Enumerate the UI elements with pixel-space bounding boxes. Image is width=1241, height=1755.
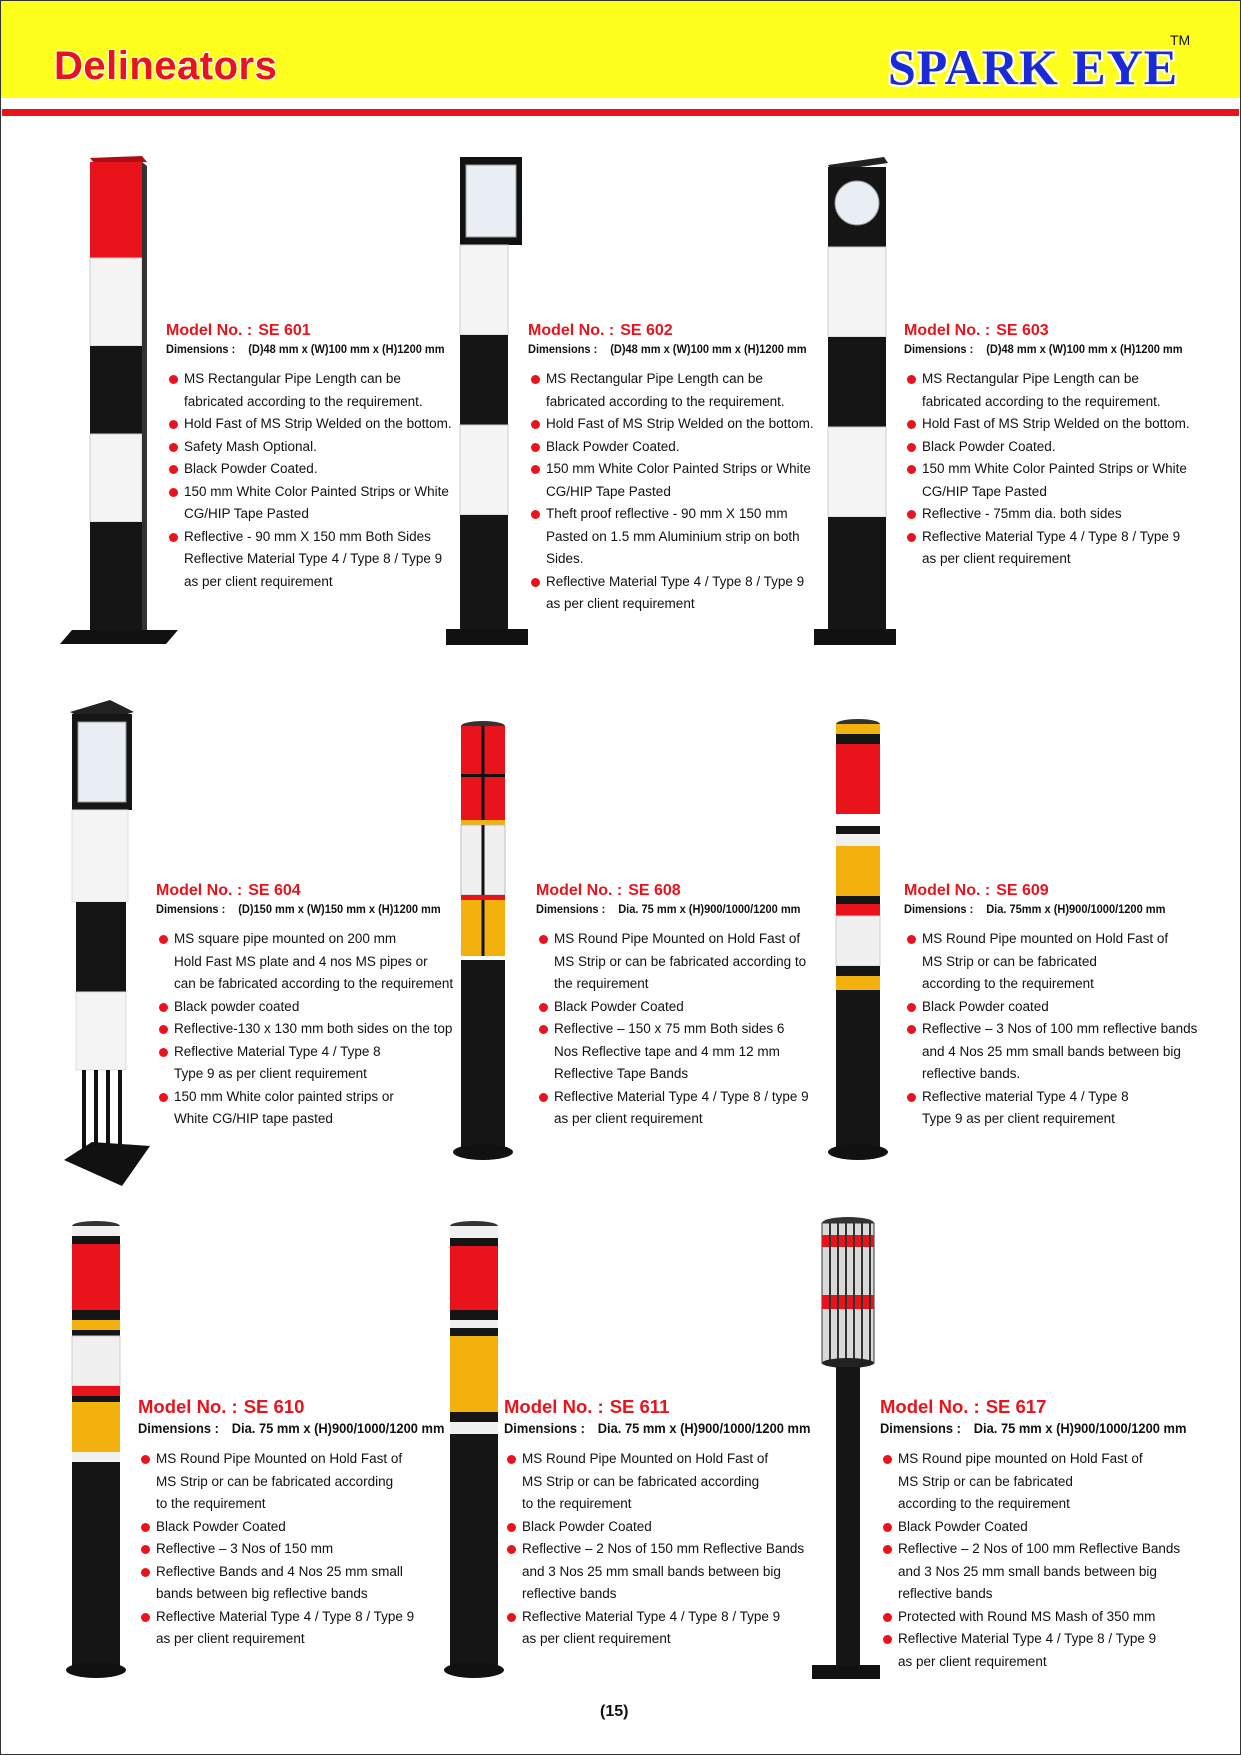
feature-line: Reflective - 75mm dia. both sides [922, 506, 1122, 521]
feature-item [904, 413, 1207, 436]
feature-item [880, 1628, 1213, 1673]
feature-line: according to the requirement [922, 976, 1094, 991]
feature-line: Black Powder coated [922, 998, 1049, 1014]
feature-line: MS square pipe mounted on 200 mm [174, 931, 397, 946]
feature-list [880, 1448, 1213, 1673]
feature-item [904, 1018, 1197, 1086]
dimensions-value: Dia. 75mm x (H)900/1000/1200 mm [986, 902, 1166, 916]
feature-item [904, 368, 1207, 413]
feature-line: Hold Fast of MS Strip Welded on the bottom. [184, 416, 452, 431]
feature-line: Reflective Material Type 4 / Type 8 / type 9 [554, 1088, 809, 1104]
dimensions-value: (D)48 mm x (W)100 mm x (H)1200 mm [986, 342, 1183, 356]
model-number [904, 882, 1197, 900]
feature-line: and 3 Nos 25 mm small bands between big [522, 1563, 781, 1579]
feature-item [536, 928, 823, 996]
feature-line: Type 9 as per client requirement [174, 1066, 367, 1081]
feature-item [166, 458, 469, 481]
feature-item [156, 1018, 465, 1041]
feature-line: MS Strip or can be fabricated according [156, 1473, 394, 1489]
feature-list [138, 1448, 471, 1651]
feature-line: MS Rectangular Pipe Length can be [184, 371, 401, 386]
dimensions [904, 342, 1183, 356]
feature-line: MS Round pipe mounted on Hold Fast of [898, 1451, 1143, 1466]
model-label: Model No. : [504, 1396, 604, 1417]
dimensions [166, 342, 445, 356]
feature-line: reflective bands [522, 1586, 617, 1601]
product-se608 [536, 882, 823, 1131]
model-value: SE 601 [258, 322, 311, 339]
model-number [138, 1396, 471, 1418]
page-number: (15) [600, 1703, 629, 1720]
feature-line: Hold Fast of MS Strip Welded on the bottom. [546, 416, 814, 431]
feature-line: according to the requirement [898, 1496, 1070, 1511]
dimensions [528, 342, 807, 356]
feature-item [156, 1041, 465, 1086]
feature-item [166, 481, 469, 526]
feature-item [904, 996, 1197, 1019]
feature-line: as per client requirement [156, 1631, 305, 1646]
feature-line: 150 mm White color painted strips or [174, 1088, 394, 1104]
feature-line: fabricated according to the requirement. [546, 393, 785, 409]
model-value: SE 617 [985, 1396, 1047, 1417]
feature-line: fabricated according to the requirement. [184, 393, 423, 409]
model-value: SE 603 [996, 322, 1049, 339]
feature-list [156, 928, 465, 1131]
dimensions-label: Dimensions : [156, 902, 226, 916]
feature-line: Reflective – 2 Nos of 100 mm Reflective Bands [898, 1541, 1181, 1556]
feature-line: the requirement [554, 976, 649, 991]
feature-line: fabricated according to the requirement. [922, 393, 1161, 409]
feature-list [504, 1448, 837, 1651]
model-label: Model No. : [528, 322, 615, 339]
product-se604 [156, 882, 465, 1131]
feature-item [504, 1516, 837, 1539]
model-value: SE 608 [628, 882, 681, 899]
product-se617 [880, 1396, 1213, 1673]
feature-item [166, 526, 469, 594]
feature-line: Reflective Material Type 4 / Type 8 / Type 9 [898, 1631, 1157, 1646]
feature-item [904, 526, 1207, 571]
feature-item [504, 1606, 837, 1651]
model-number [528, 322, 831, 340]
model-value: SE 610 [243, 1396, 305, 1417]
feature-line: MS Strip or can be fabricated according [522, 1473, 760, 1489]
model-value: SE 611 [609, 1396, 670, 1417]
feature-item [880, 1448, 1213, 1516]
feature-item [536, 1086, 823, 1131]
feature-list [536, 928, 823, 1131]
model-label: Model No. : [138, 1396, 238, 1417]
page-title: Delineators [54, 44, 278, 88]
feature-line: can be fabricated according to the requirement [174, 976, 454, 991]
feature-item [156, 928, 465, 996]
dimensions-label: Dimensions : [138, 1420, 219, 1436]
feature-line: Black Powder Coated. [184, 461, 318, 476]
feature-item [904, 458, 1207, 503]
feature-line: Reflective – 3 Nos of 150 mm [156, 1541, 334, 1556]
feature-item [904, 928, 1197, 996]
feature-line: 150 mm White Color Painted Strips or White [546, 461, 811, 476]
model-number [504, 1396, 837, 1418]
feature-line: Reflective Material Type 4 / Type 8 / Type 9 [156, 1608, 415, 1624]
model-label: Model No. : [166, 322, 253, 339]
se601-post-image [54, 152, 184, 647]
brand-logo: SPARK EYE [888, 39, 1179, 95]
feature-line: reflective bands [898, 1586, 993, 1601]
dimensions-label: Dimensions : [504, 1420, 585, 1436]
dimensions-label: Dimensions : [536, 902, 606, 916]
feature-line: Black powder coated [174, 998, 300, 1014]
feature-line: as per client requirement [546, 596, 695, 611]
feature-line: as per client requirement [522, 1631, 671, 1646]
feature-item [880, 1606, 1213, 1629]
se610-post-image [60, 1218, 140, 1683]
feature-line: MS Round Pipe Mounted on Hold Fast of [522, 1451, 769, 1466]
dimensions-label: Dimensions : [904, 342, 974, 356]
feature-list [166, 368, 469, 593]
feature-line: to the requirement [156, 1496, 266, 1511]
feature-line: as per client requirement [898, 1653, 1047, 1669]
feature-line: Black Powder Coated [554, 998, 684, 1014]
feature-list [904, 368, 1207, 571]
feature-line: as per client requirement [554, 1111, 703, 1126]
dimensions-value: Dia. 75 mm x (H)900/1000/1200 mm [973, 1420, 1187, 1436]
model-number [156, 882, 465, 900]
feature-item [528, 436, 831, 459]
dimensions-value: (D)48 mm x (W)100 mm x (H)1200 mm [610, 342, 807, 356]
dimensions-value: Dia. 75 mm x (H)900/1000/1200 mm [231, 1420, 445, 1436]
dimensions-label: Dimensions : [904, 902, 974, 916]
feature-item [166, 436, 469, 459]
model-value: SE 604 [248, 882, 301, 899]
feature-item [880, 1538, 1213, 1606]
feature-line: Black Powder Coated [898, 1518, 1028, 1534]
feature-item [880, 1516, 1213, 1539]
product-se609 [904, 882, 1197, 1131]
feature-item [504, 1448, 837, 1516]
feature-line: MS Rectangular Pipe Length can be [922, 371, 1139, 386]
dimensions [138, 1420, 444, 1436]
feature-line: MS Round Pipe mounted on Hold Fast of [922, 931, 1169, 946]
feature-line: bands between big reflective bands [156, 1586, 368, 1601]
feature-line: Reflective-130 x 130 mm both sides on the top [174, 1021, 453, 1036]
feature-item [156, 996, 465, 1019]
feature-line: MS Strip or can be fabricated [898, 1473, 1073, 1489]
se609-post-image [822, 716, 902, 1166]
feature-line: Hold Fast of MS Strip Welded on the bottom. [922, 416, 1190, 431]
feature-item [528, 368, 831, 413]
feature-line: Protected with Round MS Mash of 350 mm [898, 1608, 1156, 1624]
feature-line: Pasted on 1.5 mm Aluminium strip on both [546, 528, 800, 544]
trademark-mark: TM [1170, 32, 1191, 48]
feature-line: Sides. [546, 551, 584, 566]
feature-line: Reflective Material Type 4 / Type 8 / Type 9 [184, 551, 443, 566]
feature-line: Theft proof reflective - 90 mm X 150 mm [546, 506, 788, 521]
feature-item [138, 1516, 471, 1539]
model-value: SE 609 [996, 882, 1049, 899]
feature-line: MS Strip or can be fabricated according to [554, 953, 807, 969]
feature-line: Safety Mash Optional. [184, 438, 317, 454]
feature-line: as per client requirement [184, 573, 333, 589]
feature-item [904, 436, 1207, 459]
feature-item [528, 571, 831, 616]
dimensions [156, 902, 441, 916]
feature-line: MS Round Pipe Mounted on Hold Fast of [554, 931, 801, 946]
feature-line: Reflective – 2 Nos of 150 mm Reflective Bands [522, 1541, 805, 1556]
feature-line: to the requirement [522, 1496, 632, 1511]
feature-item [156, 1086, 465, 1131]
dimensions [880, 1420, 1186, 1436]
model-label: Model No. : [904, 882, 991, 899]
feature-line: Reflective Tape Bands [554, 1066, 689, 1081]
feature-item [138, 1606, 471, 1651]
feature-item [528, 458, 831, 503]
feature-line: Reflective – 3 Nos of 100 mm reflective bands [922, 1021, 1198, 1036]
feature-line: CG/HIP Tape Pasted [546, 483, 671, 499]
feature-line: Reflective Material Type 4 / Type 8 [174, 1043, 381, 1059]
feature-item [528, 413, 831, 436]
model-number [536, 882, 823, 900]
feature-item [166, 413, 469, 436]
feature-line: reflective bands. [922, 1066, 1021, 1081]
product-se610 [138, 1396, 471, 1651]
product-se601 [166, 322, 469, 593]
feature-item [138, 1538, 471, 1561]
dimensions-label: Dimensions : [528, 342, 598, 356]
feature-item [536, 1018, 823, 1086]
dimensions-label: Dimensions : [166, 342, 236, 356]
feature-line: Black Powder Coated. [922, 438, 1056, 454]
dimensions-value: (D)150 mm x (W)150 mm x (H)1200 mm [238, 902, 441, 916]
feature-line: Reflective Material Type 4 / Type 8 / Type 9 [546, 573, 805, 589]
dimensions [536, 902, 800, 916]
feature-line: Hold Fast MS plate and 4 nos MS pipes or [174, 953, 428, 969]
feature-line: 150 mm White Color Painted Strips or White [184, 483, 449, 499]
feature-line: CG/HIP Tape Pasted [922, 483, 1047, 499]
model-number [904, 322, 1207, 340]
feature-line: and 3 Nos 25 mm small bands between big [898, 1563, 1157, 1579]
product-se611 [504, 1396, 837, 1651]
feature-line: MS Rectangular Pipe Length can be [546, 371, 763, 386]
feature-line: Black Powder Coated. [546, 438, 680, 454]
feature-item [904, 503, 1207, 526]
feature-line: as per client requirement [922, 551, 1071, 566]
feature-line: MS Round Pipe Mounted on Hold Fast of [156, 1451, 403, 1466]
model-label: Model No. : [880, 1396, 980, 1417]
feature-item [138, 1561, 471, 1606]
se604-post-image [62, 698, 162, 1190]
dimensions-label: Dimensions : [880, 1420, 961, 1436]
feature-item [904, 1086, 1197, 1131]
model-label: Model No. : [156, 882, 243, 899]
feature-item [528, 503, 831, 571]
model-number [880, 1396, 1213, 1418]
dimensions-value: Dia. 75 mm x (H)900/1000/1200 mm [618, 902, 801, 916]
feature-line: Black Powder Coated [156, 1518, 286, 1534]
feature-line: Reflective - 90 mm X 150 mm Both Sides [184, 528, 431, 544]
dimensions [504, 1420, 810, 1436]
feature-item [536, 996, 823, 1019]
feature-item [138, 1448, 471, 1516]
feature-line: MS Strip or can be fabricated [922, 953, 1097, 969]
model-number [166, 322, 469, 340]
dimensions-value: Dia. 75 mm x (H)900/1000/1200 mm [597, 1420, 811, 1436]
header-rule [2, 109, 1239, 116]
feature-line: 150 mm White Color Painted Strips or White [922, 461, 1187, 476]
product-se603 [904, 322, 1207, 571]
model-value: SE 602 [620, 322, 673, 339]
dimensions-value: (D)48 mm x (W)100 mm x (H)1200 mm [248, 342, 445, 356]
model-label: Model No. : [536, 882, 623, 899]
feature-line: CG/HIP Tape Pasted [184, 506, 309, 521]
feature-line: Nos Reflective tape and 4 mm 12 mm [554, 1043, 780, 1059]
feature-line: Reflective Material Type 4 / Type 8 / Type 9 [922, 528, 1181, 544]
feature-item [166, 368, 469, 413]
feature-item [504, 1538, 837, 1606]
feature-line: Reflective Bands and 4 Nos 25 mm small [156, 1563, 403, 1579]
feature-line: Reflective Material Type 4 / Type 8 / Type 9 [522, 1608, 781, 1624]
feature-line: White CG/HIP tape pasted [174, 1111, 333, 1126]
feature-list [904, 928, 1197, 1131]
model-label: Model No. : [904, 322, 991, 339]
feature-line: Type 9 as per client requirement [922, 1111, 1115, 1126]
feature-line: and 4 Nos 25 mm small bands between big [922, 1043, 1181, 1059]
feature-list [528, 368, 831, 616]
feature-line: Reflective material Type 4 / Type 8 [922, 1088, 1129, 1104]
feature-line: Black Powder Coated [522, 1518, 652, 1534]
product-se602 [528, 322, 831, 616]
feature-line: Reflective – 150 x 75 mm Both sides 6 [554, 1021, 785, 1036]
dimensions [904, 902, 1174, 916]
